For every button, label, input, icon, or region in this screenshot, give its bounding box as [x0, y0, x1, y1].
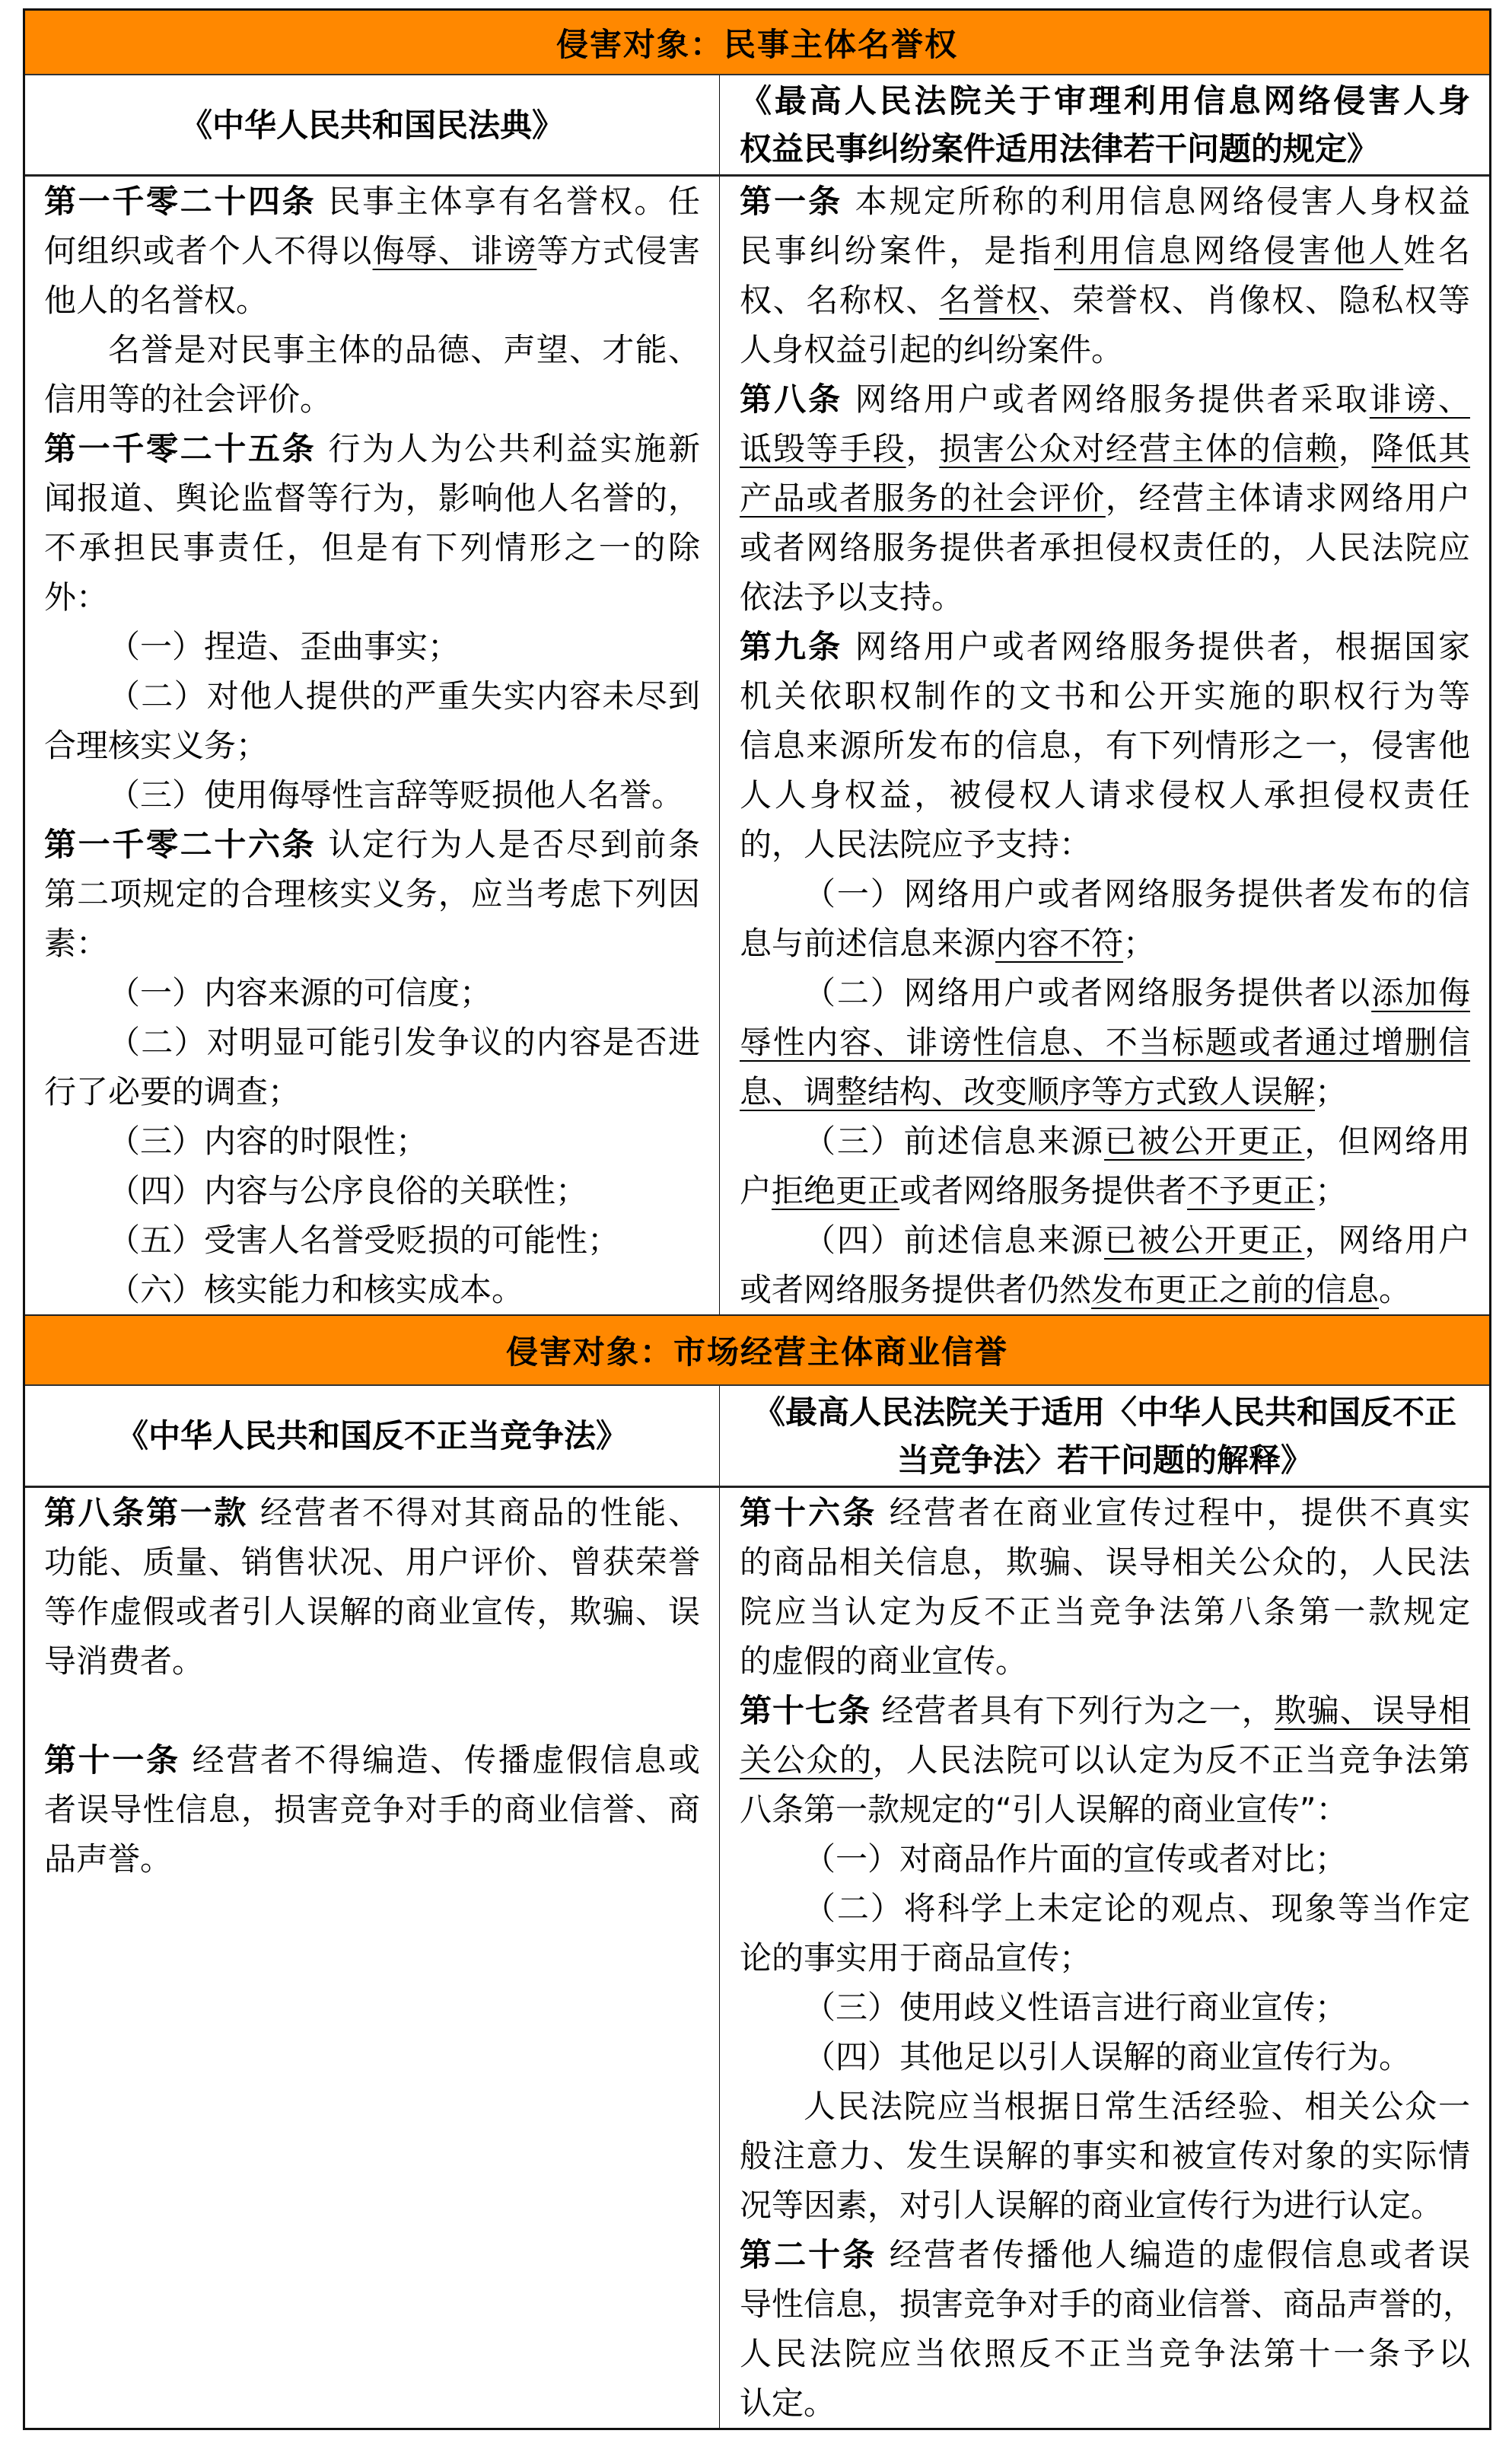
underlined-text: 发布更正之前的信息: [1091, 1271, 1380, 1308]
text-segment: （三）内容的时限性；: [108, 1123, 428, 1160]
text-segment: （四）内容与公序良俗的关联性；: [108, 1172, 588, 1209]
law-title-line: 权益民事纠纷案件适用法律若干问题的规定》: [740, 130, 1380, 167]
text-line: [44, 968, 700, 1018]
text-segment: （三）使用侮辱性言辞等贬损他人名誉。: [108, 776, 684, 814]
text-line: [740, 1933, 1470, 1983]
text-line: [44, 770, 700, 820]
text-line: [44, 1067, 700, 1116]
text-segment: 导性信息，损害竞争对手的商业信誉、商品声誉的，: [740, 2286, 1475, 2323]
text-segment: 或者网络服务提供者: [899, 1172, 1188, 1209]
provision-paragraph: [740, 1686, 1470, 1834]
text-segment: （六）核实能力和核实成本。: [108, 1271, 524, 1308]
text-segment: 况等因素，对引人误解的商业宣传行为进行认定。: [740, 2187, 1444, 2224]
underlined-text: 损害公众对经营主体的信赖: [939, 430, 1339, 467]
text-segment: ，网络用户: [1304, 1222, 1470, 1259]
text-segment: 经营者不得对其商品的性能、: [248, 1494, 700, 1531]
text-line: [44, 325, 700, 374]
provision-paragraph: [740, 1834, 1470, 1884]
underlined-text: 诽谤、: [1369, 381, 1470, 418]
column-header-row: [25, 1386, 1489, 1488]
text-line: [44, 1215, 700, 1265]
text-line: [44, 1166, 700, 1215]
article-label: 第一千零二十五条: [44, 430, 317, 467]
text-segment: 依法予以支持。: [740, 578, 964, 616]
text-segment: （五）受害人名誉受贬损的可能性；: [108, 1222, 620, 1259]
law-title-line: 当竞争法〉若干问题的解释》: [896, 1441, 1313, 1479]
right-provisions-cell: [720, 1488, 1488, 2428]
text-segment: 何组织或者个人不得以: [44, 232, 373, 269]
text-line: [740, 820, 1470, 869]
text-line: [740, 2082, 1470, 2131]
text-segment: 外：: [44, 578, 109, 616]
provision-paragraph: [44, 424, 700, 622]
text-line: [44, 1636, 700, 1686]
text-line: [44, 424, 700, 473]
text-line: [44, 869, 700, 919]
provision-paragraph: [44, 968, 700, 1018]
law-title: [740, 77, 1470, 173]
text-line: [44, 1116, 700, 1166]
text-line: [740, 1265, 1470, 1314]
text-line: [44, 1265, 700, 1314]
text-line: [740, 374, 1470, 424]
law-title: [44, 101, 700, 149]
underlined-text: 已被公开更正: [1104, 1222, 1305, 1259]
text-segment: 民事主体享有名誉权。任: [316, 183, 700, 220]
provision-paragraph: [740, 1884, 1470, 1983]
underlined-text: 不予更正: [1187, 1172, 1316, 1209]
provision-paragraph: [740, 869, 1470, 968]
underlined-text: 利用信息网络侵害他人: [1054, 232, 1404, 269]
text-segment: 名誉是对民事主体的品德、声望、才能、: [108, 331, 700, 368]
right-column-header: [720, 75, 1488, 174]
text-line: [740, 1884, 1470, 1933]
text-line: [740, 1018, 1470, 1067]
text-segment: 院应当认定为反不正当竞争法第八条第一款规定: [740, 1593, 1470, 1630]
text-segment: 或者网络服务提供者承担侵权责任的，人民法院应: [740, 529, 1470, 566]
article-label: 第二十条: [740, 2236, 877, 2273]
text-segment: 认定。: [740, 2384, 836, 2422]
text-segment: （一）捏造、歪曲事实；: [108, 628, 460, 665]
text-segment: ，经营主体请求网络用户: [1105, 479, 1470, 517]
provision-paragraph: [44, 1735, 700, 1884]
text-segment: （四）其他足以引人误解的商业宣传行为。: [804, 2038, 1412, 2075]
text-line: [740, 721, 1470, 770]
text-line: [44, 820, 700, 869]
right-provisions-cell: [720, 177, 1488, 1314]
text-segment: 经营者在商业宣传过程中，提供不真实: [877, 1494, 1470, 1531]
article-label: 第十七条: [740, 1692, 871, 1729]
section-title-text: 侵害对象：民事主体名誉权: [555, 25, 958, 63]
text-segment: 素：: [44, 925, 109, 962]
provision-paragraph: [740, 374, 1470, 622]
text-segment: 人民法院应当根据日常生活经验、相关公众一: [804, 2088, 1470, 2125]
text-segment: ，: [1338, 430, 1372, 467]
law-title-line: 《最高人民法院关于审理利用信息网络侵害人身: [740, 82, 1470, 119]
section-title-text: 侵害对象：市场经营主体商业信誉: [505, 1333, 1008, 1371]
provision-paragraph: [44, 820, 700, 968]
text-segment: 闻报道、舆论监督等行为，影响他人名誉的，: [44, 479, 700, 517]
provision-paragraph: [740, 1488, 1470, 1686]
provision-paragraph: [740, 2230, 1475, 2428]
text-line: [740, 2329, 1470, 2378]
text-segment: （二）对明显可能引发争议的内容是否进: [108, 1024, 700, 1061]
text-line: [44, 1488, 700, 1537]
provision-paragraph: [44, 770, 700, 820]
text-segment: （一）对商品作片面的宣传或者对比；: [804, 1840, 1348, 1878]
article-label: 第十一条: [44, 1741, 180, 1779]
text-line: [740, 325, 1470, 374]
text-line: [740, 671, 1470, 721]
text-line: [740, 1488, 1470, 1537]
underlined-text: 降低其: [1371, 430, 1470, 467]
text-segment: 经营者传播他人编造的虚假信息或者误: [877, 2236, 1470, 2273]
text-segment: （三）前述信息来源: [804, 1123, 1105, 1160]
provision-paragraph: [44, 1488, 700, 1686]
provision-paragraph: [44, 177, 700, 325]
text-line: [740, 473, 1470, 523]
text-segment: 第二项规定的合理核实义务，应当考虑下列因: [44, 875, 700, 913]
column-header-row: [25, 75, 1489, 177]
article-label: 第八条: [740, 381, 843, 418]
text-segment: ，人民法院可以认定为反不正当竞争法第: [872, 1741, 1470, 1779]
text-line: [44, 1834, 700, 1884]
text-segment: （二）将科学上未定论的观点、现象等当作定: [804, 1890, 1470, 1927]
text-line: [740, 1686, 1470, 1735]
text-line: [740, 2131, 1470, 2180]
left-provisions-cell: [25, 177, 720, 1314]
text-segment: 或者网络服务提供者仍然: [740, 1271, 1092, 1308]
text-segment: 功能、质量、销售状况、用户评价、曾获荣誉: [44, 1543, 700, 1581]
text-segment: 人身权益引起的纠纷案件。: [740, 331, 1124, 368]
text-segment: ；: [1123, 925, 1156, 962]
text-line: [740, 1735, 1470, 1785]
provision-paragraph: [44, 1265, 700, 1314]
text-line: [44, 1587, 700, 1636]
text-line: [740, 1785, 1470, 1834]
text-segment: （四）前述信息来源: [804, 1222, 1105, 1259]
left-column-header: [25, 1386, 720, 1486]
right-column-header: [720, 1386, 1488, 1486]
text-segment: 人民法院应当依照反不正当竞争法第十一条予以: [740, 2335, 1470, 2372]
text-segment: 息与前述信息来源: [740, 925, 996, 962]
text-segment: 合理核实义务；: [44, 727, 269, 764]
text-line: [740, 2230, 1470, 2279]
provision-paragraph: [740, 1983, 1470, 2032]
text-segment: 网络用户或者网络服务提供者，根据国家: [842, 628, 1470, 665]
text-segment: 等方式侵害: [536, 232, 700, 269]
provisions-row: [25, 177, 1489, 1316]
underlined-text: 诋毁等手段: [740, 430, 906, 467]
text-line: [740, 770, 1470, 820]
text-segment: 民事纠纷案件，是指: [740, 232, 1055, 269]
text-line: [740, 1166, 1470, 1215]
underlined-text: 辱性内容、诽谤性信息、不当标题或者通过增删信: [740, 1024, 1470, 1061]
text-line: [740, 1067, 1470, 1116]
text-line: [44, 1537, 700, 1587]
text-segment: 品声誉。: [44, 1840, 173, 1878]
provision-paragraph: [740, 2082, 1470, 2230]
underlined-text: 内容不符: [995, 925, 1124, 962]
text-segment: 者误导性信息，损害竞争对手的商业信誉、商: [44, 1791, 700, 1828]
text-segment: 行了必要的调查；: [44, 1073, 301, 1110]
text-segment: （二）对他人提供的严重失实内容未尽到: [108, 677, 700, 715]
text-line: [740, 572, 1470, 622]
text-line: [740, 1116, 1470, 1166]
text-segment: （一）内容来源的可信度；: [108, 974, 492, 1011]
text-line: [44, 1018, 700, 1067]
text-line: [740, 1587, 1470, 1636]
text-line: [44, 1785, 700, 1834]
text-segment: 网络用户或者网络服务提供者采取: [842, 381, 1370, 418]
text-segment: ，: [906, 430, 940, 467]
text-segment: ；: [1315, 1073, 1348, 1110]
text-segment: ，但网络用: [1304, 1123, 1470, 1160]
text-line: [740, 1215, 1470, 1265]
text-line: [740, 968, 1470, 1018]
underlined-text: 欺骗、误导相: [1274, 1692, 1470, 1729]
text-segment: ；: [1315, 1172, 1348, 1209]
text-segment: 导消费者。: [44, 1642, 205, 1680]
text-segment: 。: [1379, 1271, 1412, 1308]
text-line: [740, 2032, 1470, 2082]
underlined-text: 产品或者服务的社会评价: [740, 479, 1106, 517]
article-label: 第一千零二十四条: [44, 183, 317, 220]
left-provisions-cell: [25, 1488, 720, 2428]
text-segment: 本规定所称的利用信息网络侵害人身权益: [842, 183, 1470, 220]
provision-paragraph: [740, 2032, 1470, 2082]
underlined-text: 关公众的: [740, 1741, 873, 1779]
text-segment: （一）网络用户或者网络服务提供者发布的信: [804, 875, 1470, 913]
text-line: [44, 523, 700, 572]
law-title: [44, 1412, 700, 1460]
text-line: [740, 2378, 1470, 2428]
provision-paragraph: [44, 1686, 700, 1735]
provision-paragraph: [44, 1215, 700, 1265]
text-line: [44, 622, 700, 671]
text-line: [740, 622, 1470, 671]
provision-paragraph: [740, 177, 1470, 374]
text-line: [44, 919, 700, 968]
text-line: [44, 226, 700, 276]
underlined-text: 名誉权: [939, 282, 1039, 319]
text-segment: 人人身权益，被侵权人请求侵权人承担侵权责任: [740, 776, 1470, 814]
text-line: [740, 2180, 1470, 2230]
text-line: [44, 721, 700, 770]
text-segment: 他人的名誉权。: [44, 282, 269, 319]
text-line: [740, 1983, 1470, 2032]
text-segment: 八条第一款规定的“引人误解的商业宣传”：: [740, 1791, 1348, 1828]
text-line: [44, 1686, 700, 1735]
text-segment: 论的事实用于商品宣传；: [740, 1939, 1092, 1977]
article-label: 第十六条: [740, 1494, 877, 1531]
text-line: [44, 473, 700, 523]
text-segment: 权、名称权、: [740, 282, 940, 319]
text-segment: 的，人民法院应予支持：: [740, 826, 1092, 863]
text-segment: 不承担民事责任，但是有下列情形之一的除: [44, 529, 700, 566]
law-title-line: 《最高人民法院关于适用〈中华人民共和国反不正: [753, 1393, 1456, 1431]
provision-paragraph: [44, 1018, 700, 1116]
text-segment: 般注意力、发生误解的事实和被宣传对象的实际情: [740, 2137, 1470, 2174]
text-line: [740, 919, 1470, 968]
section-title: [25, 1316, 1489, 1386]
text-segment: 机关依职权制作的文书和公开实施的职权行为等: [740, 677, 1470, 715]
text-segment: 经营者具有下列行为之一，: [871, 1692, 1275, 1729]
underlined-text: 息、调整结构、改变顺序等方式致人误解: [740, 1073, 1316, 1110]
text-line: [740, 226, 1470, 276]
text-segment: 的虚假的商业宣传。: [740, 1642, 1028, 1680]
text-segment: 户: [740, 1172, 772, 1209]
text-line: [740, 869, 1470, 919]
left-column-header: [25, 75, 720, 174]
text-line: [44, 276, 700, 325]
article-label: 第一条: [740, 183, 843, 220]
text-line: [44, 177, 700, 226]
law-comparison-table: [23, 8, 1491, 2430]
underlined-text: 添加侮: [1371, 974, 1470, 1011]
underlined-text: 侮辱、诽谤: [372, 232, 537, 269]
text-line: [740, 424, 1470, 473]
law-title: [740, 1388, 1470, 1484]
text-line: [44, 671, 700, 721]
text-line: [44, 1735, 700, 1785]
law-title-line: 《中华人民共和国反不正当竞争法》: [116, 1417, 628, 1454]
provision-paragraph: [740, 1116, 1470, 1215]
provisions-row: [25, 1488, 1489, 2428]
section-title: [25, 11, 1489, 75]
text-segment: 经营者不得编造、传播虚假信息或: [180, 1741, 700, 1779]
provision-paragraph: [44, 671, 700, 770]
text-line: [740, 2279, 1475, 2329]
provision-paragraph: [740, 1215, 1470, 1314]
text-line: [740, 1537, 1470, 1587]
law-title-line: 《中华人民共和国民法典》: [180, 106, 564, 144]
provision-paragraph: [44, 325, 700, 424]
text-segment: 等作虚假或者引人误解的商业宣传，欺骗、误: [44, 1593, 700, 1630]
underlined-text: 已被公开更正: [1104, 1123, 1305, 1160]
provision-paragraph: [44, 1116, 700, 1166]
text-segment: 的商品相关信息，欺骗、误导相关公众的，人民法: [740, 1543, 1470, 1581]
text-segment: 行为人为公共利益实施新: [316, 430, 700, 467]
provision-paragraph: [44, 1166, 700, 1215]
text-line: [740, 523, 1470, 572]
text-segment: （二）网络用户或者网络服务提供者以: [804, 974, 1372, 1011]
text-segment: 、荣誉权、肖像权、隐私权等: [1039, 282, 1470, 319]
text-line: [44, 374, 700, 424]
underlined-text: 拒绝更正: [772, 1172, 900, 1209]
text-line: [740, 1834, 1470, 1884]
text-segment: 姓名: [1403, 232, 1470, 269]
article-label: 第八条第一款: [44, 1494, 248, 1531]
text-segment: 认定行为人是否尽到前条: [316, 826, 700, 863]
article-label: 第一千零二十六条: [44, 826, 317, 863]
text-segment: 信用等的社会评价。: [44, 381, 333, 418]
text-line: [740, 177, 1470, 226]
text-line: [740, 1636, 1470, 1686]
text-segment: 信息来源所发布的信息，有下列情形之一，侵害他: [740, 727, 1470, 764]
provision-paragraph: [740, 622, 1470, 869]
provision-paragraph: [44, 622, 700, 671]
text-line: [740, 276, 1470, 325]
text-line: [44, 572, 700, 622]
article-label: 第九条: [740, 628, 843, 665]
provision-paragraph: [740, 968, 1470, 1116]
text-segment: （三）使用歧义性语言进行商业宣传；: [804, 1989, 1348, 2026]
